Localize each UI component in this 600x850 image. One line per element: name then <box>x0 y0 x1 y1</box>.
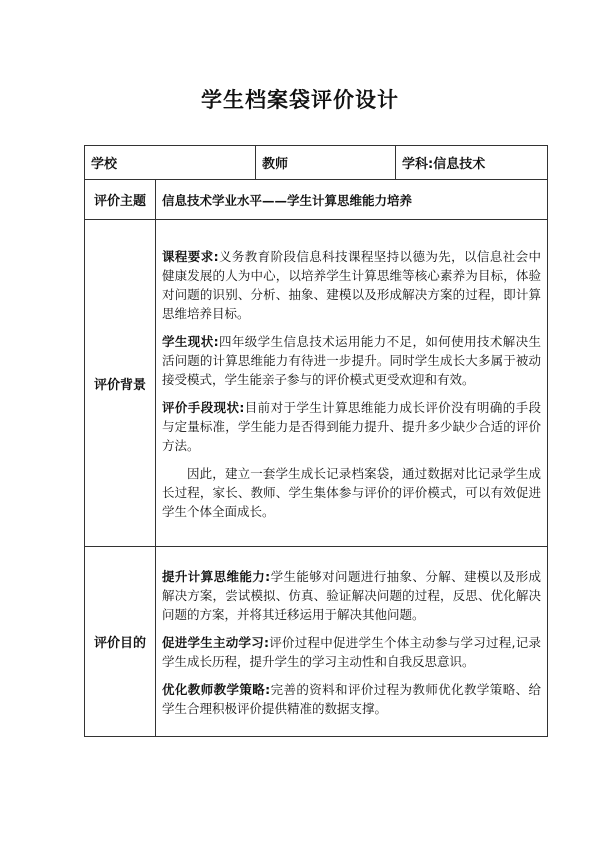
student-status-lead: 学生现状: <box>162 333 219 349</box>
background-content <box>156 220 548 547</box>
thinking-lead: 提升计算思维能力: <box>162 568 271 584</box>
purpose-paragraph-thinking <box>162 567 541 624</box>
background-paragraph-conclusion: 因此，建立一套学生成长记录档案袋，通过数据对比记录学生成长过程，家长、教师、学生集体参与评价的评价模式，可以有效促进学生个体全面成长。 <box>162 465 542 519</box>
header-row <box>85 146 548 180</box>
purpose-label: 评价目的 <box>85 547 156 737</box>
active-learning-lead: 促进学生主动学习: <box>162 634 270 650</box>
thinking-text: 学生能够对问题进行抽象、分解、建模以及形成解决方案，尝试模拟、仿真、验证解决问题的过程，反思、优化解决问题的方案，并将其迁移运用于解决其他问题。 <box>162 568 542 622</box>
purpose-paragraph-teaching-strategy <box>162 680 541 718</box>
teacher-cell: 教师 <box>256 146 396 180</box>
background-label: 评价背景 <box>85 220 156 547</box>
school-cell: 学校 <box>85 146 256 180</box>
background-row <box>85 220 548 547</box>
subject-cell: 学科:信息技术 <box>396 146 548 180</box>
background-paragraph-student-status <box>162 332 541 389</box>
student-status-text: 四年级学生信息技术运用能力不足，如何使用技术解决生活问题的计算思维能力有待进一步提升。同时学生成长大多属于被动接受模式，学生能亲子参与的评价模式更受欢迎和有效。 <box>162 333 542 387</box>
active-learning-text: 评价过程中促进学生个体主动参与学习过程,记录学生成长历程，提升学生的学习主动性和自我反思意识。 <box>162 634 542 669</box>
curriculum-text: 义务教育阶段信息科技课程坚持以德为先，以信息社会中健康发展的人为中心，以培养学生计算思维等核心素养为目标，体验对问题的识别、分析、抽象、建模以及形成解决方案的过程，即计算思维培养目标。 <box>162 248 542 321</box>
theme-text: 信息技术学业水平——学生计算思维能力培养 <box>156 180 548 220</box>
teaching-strategy-text: 完善的资料和评价过程为教师优化教学策略、给学生合理积极评价提供精准的数据支撑。 <box>162 681 542 716</box>
purpose-content <box>156 547 548 737</box>
theme-row <box>85 180 548 220</box>
evaluation-form-table <box>84 145 548 737</box>
background-paragraph-curriculum <box>162 247 541 323</box>
theme-label: 评价主题 <box>85 180 156 220</box>
method-status-text: 目前对于学生计算思维能力成长评价没有明确的手段与定量标准，学生能力是否得到能力提升、提升多少缺少合适的评价方法。 <box>162 399 542 453</box>
teaching-strategy-lead: 优化教师教学策略: <box>162 681 271 697</box>
method-status-lead: 评价手段现状: <box>162 399 245 415</box>
purpose-row <box>85 547 548 737</box>
page-title: 学生档案袋评价设计 <box>201 88 399 112</box>
background-paragraph-method-status <box>162 398 541 455</box>
purpose-paragraph-active-learning <box>162 633 541 671</box>
curriculum-lead: 课程要求: <box>162 248 219 264</box>
